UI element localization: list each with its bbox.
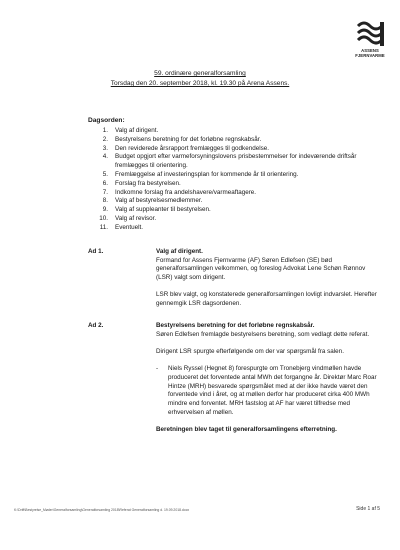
- section-heading: Bestyrelsens beretning for det forløbne regnskabsår.: [156, 322, 315, 329]
- section-paragraph: Formand for Assens Fjernvarme (AF) Søren Edlefsen (SE) bød generalforsamlingen velkommen, og foreslog Advokat Lene Schøn Rønnov (LSR) valgt som dirigent.: [156, 256, 366, 282]
- section-heading: Valg af dirigent.: [156, 248, 203, 255]
- logo-text-line1: ASSENS: [361, 48, 379, 53]
- section-paragraph: Søren Edlefsen fremlagde bestyrelsens beretning, som vedlagt dette referat.: [156, 330, 370, 338]
- agenda-item-text: Eventuelt.: [115, 223, 144, 231]
- agenda-heading: Dagsorden:: [88, 117, 125, 124]
- agenda-item-number: 10.: [99, 214, 108, 222]
- agenda-item: [88, 215, 358, 224]
- agenda-item-text: Bestyrelsens beretning for det forløbne regnskabsår.: [115, 135, 262, 143]
- footer-file-path: K:\Drift\Bestyrelse_Møder\Generalforsamling\Generalforsamling 2018\Referat Generalforsamling d. 19.09.2018.docx: [14, 508, 190, 512]
- section-paragraph: Dirigent LSR spurgte efterfølgende om der var spørgsmål fra salen.: [156, 347, 344, 355]
- assens-fjernvarme-logo: [354, 20, 386, 58]
- agenda-item: [88, 136, 358, 145]
- agenda-item: [88, 153, 358, 171]
- agenda-list: [88, 127, 358, 233]
- agenda-item-text: Forslag fra bestyrelsen.: [115, 179, 181, 187]
- agenda-item-number: 5.: [102, 170, 108, 178]
- question-text: Niels Ryssel (Hegnet 8) forespurgte om Tronebjerg vindmøllen havde produceret det forventede antal MWh det forgangne år. Direktør Marc Roar Hintze (MRH) besvarede spørgsmålet med at der ikke havde været den forventede vind i året, og at møllen derfor har produceret cirka 400 MWh mindre end forventet. MRH fastslog at AF har været tilfredse med erhvervelsen af møllen.: [168, 365, 377, 416]
- section-body: [156, 248, 378, 309]
- agenda-item: [88, 197, 358, 206]
- logo-text-line2: FJERNVARME: [355, 53, 385, 58]
- agenda-item-number: 3.: [102, 144, 108, 152]
- section-label: Ad 1.: [88, 248, 104, 255]
- agenda-item: [88, 180, 358, 189]
- logo-wave-icon: [354, 20, 386, 48]
- section-body: [156, 322, 378, 435]
- meeting-date-venue: Torsdag den 20. september 2018, kl. 19.30 på Arena Assens.: [110, 80, 290, 87]
- agenda-item-number: 11.: [99, 223, 108, 231]
- section-conclusion: Beretningen blev taget til generalforsamlingens efterretning.: [156, 425, 337, 433]
- agenda-item: [88, 127, 358, 136]
- agenda-item-number: 4.: [102, 153, 108, 161]
- agenda-item-number: 9.: [102, 206, 108, 214]
- agenda-item-text: Valg af revisor.: [115, 214, 157, 222]
- bullet-dash: -: [156, 365, 159, 373]
- agenda-item-number: 1.: [102, 127, 108, 134]
- agenda-item: [88, 224, 358, 233]
- agenda-item: [88, 206, 358, 215]
- agenda-item-text: Budget opgjort efter varmeforsyningslovens prisbestemmelser for indeværende driftsår fremlægges til orientering.: [115, 153, 357, 170]
- agenda-item-text: Fremlæggelse af investeringsplan for kommende år til orientering.: [115, 170, 299, 178]
- agenda-item-text: Valg af dirigent.: [115, 127, 159, 134]
- agenda-item-text: Valg af suppleanter til bestyrelsen.: [115, 206, 211, 214]
- agenda-item-number: 7.: [102, 188, 108, 196]
- agenda-item-text: Indkomne forslag fra andelshavere/varmeaftagere.: [115, 188, 257, 196]
- agenda-item-text: Valg af bestyrelsesmedlemmer.: [115, 197, 203, 205]
- page-number: Side 1 af 5: [356, 506, 380, 512]
- section-label: Ad 2.: [88, 322, 104, 329]
- agenda-item-number: 8.: [102, 197, 108, 205]
- agenda-item-number: 6.: [102, 179, 108, 187]
- agenda-item: [88, 171, 358, 180]
- agenda-item-text: Den reviderede årsrapport fremlægges til godkendelse.: [115, 144, 270, 152]
- section-paragraph: LSR blev valgt, og konstaterede generalforsamlingen lovligt indvarslet. Herefter gennemgik LSR dagsordenen.: [156, 291, 377, 308]
- agenda-item: [88, 189, 358, 198]
- question-bullet: [156, 365, 378, 417]
- meeting-title: 59. ordinære generalforsamling: [154, 70, 246, 77]
- agenda-item-number: 2.: [102, 135, 108, 143]
